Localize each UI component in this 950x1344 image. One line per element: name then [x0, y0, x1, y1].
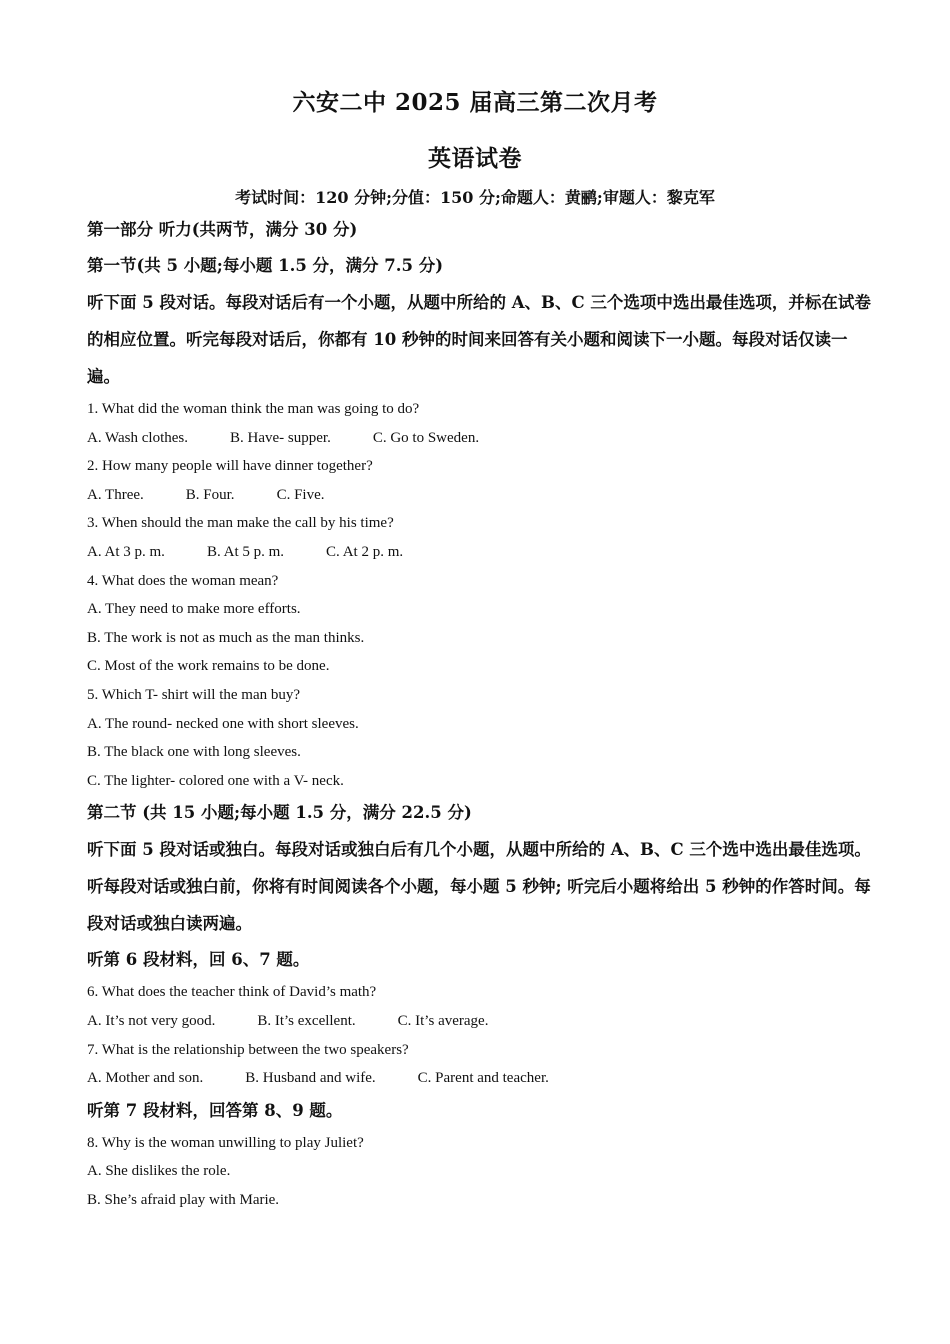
option-b: B. Have- supper. — [230, 429, 331, 446]
option-a: A. Three. — [87, 486, 144, 503]
material-6-heading: 听第 6 段材料，回 6、7 题。 — [87, 950, 310, 970]
part1-heading: 第一部分 听力(共两节，满分 30 分) — [87, 220, 358, 239]
question-5: 5. Which T- shirt will the man buy? — [87, 686, 301, 703]
question-2-options — [87, 481, 877, 510]
option-c: C. Go to Sweden. — [372, 429, 480, 446]
option-a: A. The round- necked one with short sleeves. — [87, 715, 359, 732]
question-6: 6. What does the teacher think of David’s math? — [87, 984, 377, 1001]
question-7: 7. What is the relationship between the two speakers? — [87, 1041, 409, 1058]
option-b: B. It’s excellent. — [257, 1012, 356, 1029]
material-7-heading: 听第 7 段材料，回答第 8、9 题。 — [87, 1100, 343, 1120]
option-b: B. At 5 p. m. — [206, 543, 285, 560]
question-6-options — [87, 1007, 877, 1036]
option-b: B. The work is not as much as the man thinks. — [87, 629, 365, 646]
question-2: 2. How many people will have dinner together? — [87, 458, 373, 475]
question-3: 3. When should the man make the call by his time? — [87, 515, 394, 532]
option-a: A. At 3 p. m. — [87, 543, 165, 560]
question-1-options — [87, 424, 877, 453]
option-c: C. It’s average. — [397, 1012, 489, 1029]
exam-content — [87, 212, 877, 1214]
option-a: A. Wash clothes. — [87, 429, 189, 446]
option-b: B. Four. — [185, 486, 235, 503]
option-b: B. The black one with long sleeves. — [87, 744, 301, 761]
option-b: B. She’s afraid play with Marie. — [87, 1191, 280, 1208]
question-3-options — [87, 538, 877, 567]
section1-instructions: 听下面 5 段对话。每段对话后有一个小题，从题中所给的 A、B、C 三个选项中选出最佳选项，并标在试卷的相应位置。听完每段对话后，你都有 10 秒钟的时间来回答有关小题和阅读下一小题。每段对话仅读一遍。 — [87, 293, 871, 386]
section2-instructions: 听下面 5 段对话或独白。每段对话或独白后有几个小题，从题中所给的 A、B、C 三个选中选出最佳选项。听每段对话或独白前，你将有时间阅读各个小题，每小题 5 秒钟; 听完后小题将给出 5 秒钟的作答时间。每段对话或独白读两遍。 — [87, 840, 871, 934]
exam-info: 考试时间：120 分钟;分值：150 分;命题人：黄鹂;审题人：黎克军 — [235, 188, 715, 207]
option-a: A. Mother and son. — [87, 1070, 204, 1087]
option-c: C. Five. — [276, 486, 325, 503]
question-4: 4. What does the woman mean? — [87, 572, 279, 589]
subject-title: 英语试卷 — [428, 145, 522, 172]
exam-title: 六安二中 2025 届高三第二次月考 — [292, 89, 658, 116]
option-a: A. It’s not very good. — [87, 1012, 216, 1029]
option-c: C. Parent and teacher. — [417, 1070, 549, 1087]
question-7-options — [87, 1064, 877, 1093]
option-a: A. They need to make more efforts. — [87, 601, 301, 618]
question-8: 8. Why is the woman unwilling to play Juliet? — [87, 1134, 364, 1151]
question-1: 1. What did the woman think the man was going to do? — [87, 401, 420, 417]
option-c: C. Most of the work remains to be done. — [87, 658, 330, 675]
section2-heading: 第二节 (共 15 小题;每小题 1.5 分，满分 22.5 分) — [87, 803, 472, 823]
option-b: B. Husband and wife. — [245, 1070, 376, 1087]
option-c: C. At 2 p. m. — [326, 543, 404, 560]
option-a: A. She dislikes the role. — [87, 1163, 231, 1180]
option-c: C. The lighter- colored one with a V- neck. — [87, 772, 344, 789]
section1-heading: 第一节(共 5 小题;每小题 1.5 分，满分 7.5 分) — [87, 256, 444, 275]
